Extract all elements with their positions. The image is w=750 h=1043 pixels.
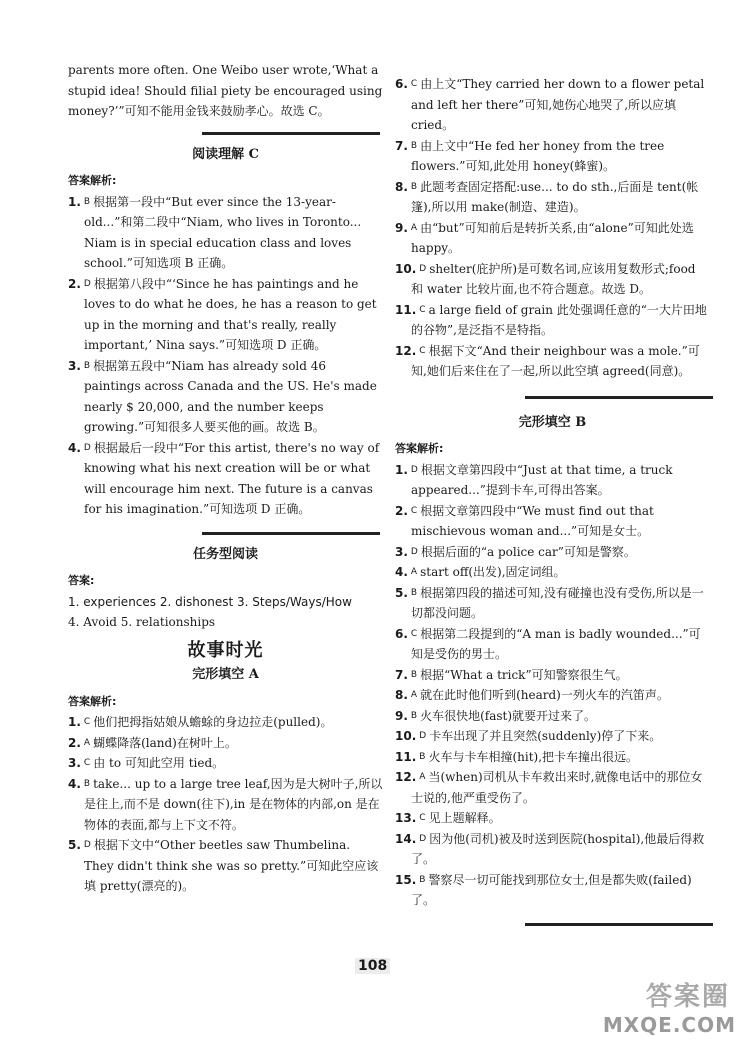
answer-item xyxy=(395,624,710,665)
question-number: 11. xyxy=(395,302,417,317)
answer-item xyxy=(395,583,710,624)
answer-letter: C xyxy=(419,304,426,315)
watermark-url: MXQE.COM xyxy=(602,1013,736,1037)
question-number: 8. xyxy=(395,179,408,194)
answer-item xyxy=(68,835,383,897)
question-number: 6. xyxy=(395,77,408,91)
answer-letter: C xyxy=(410,628,418,639)
answer-item xyxy=(395,665,710,686)
question-number: 9. xyxy=(395,220,408,235)
page-number: 108 xyxy=(355,958,390,974)
question-number: 6. xyxy=(395,626,408,641)
cloze-a-answers xyxy=(68,712,383,897)
answer-letter: B xyxy=(83,360,91,371)
cloze-a-answers-continued xyxy=(395,74,710,382)
answer-item xyxy=(68,733,383,754)
answer-item xyxy=(395,829,710,870)
answer-explanation: 见上题解释。 xyxy=(428,811,501,825)
answer-item xyxy=(395,300,710,341)
answer-item xyxy=(395,341,710,382)
answer-letter: D xyxy=(83,442,91,453)
question-number: 4. xyxy=(68,440,81,455)
question-number: 4. xyxy=(395,565,408,579)
answer-explanation: 根据后面的“a police car”可知是警察。 xyxy=(420,544,636,559)
question-number: 5. xyxy=(68,838,81,852)
answer-explanation: 卡车出现了并且突然(suddenly)停了下来。 xyxy=(429,729,662,743)
answer-explanation: 根据第二段提到的“A man is badly wounded...”可知是受伤的男士。 xyxy=(411,626,701,661)
right-column xyxy=(395,74,710,926)
answer-letter: B xyxy=(83,778,91,789)
answer-label: 答案: xyxy=(68,574,95,587)
answer-item xyxy=(68,274,383,356)
answer-letter: D xyxy=(419,731,427,741)
answer-explanation: 警察尽一切可能找到那位女士,但是都失败(failed)了。 xyxy=(411,872,692,907)
answer-letter: B xyxy=(410,181,418,192)
question-number: 10. xyxy=(395,729,417,743)
answer-explanation: take... up to a large tree leaf,因为是大树叶子,所以是往上,而不是 down(往下),in 是在物体的内部,on 是在物体的表面,都与上下文不符。 xyxy=(84,776,383,832)
section-divider xyxy=(525,396,713,399)
question-number: 4. xyxy=(68,776,81,791)
question-number: 5. xyxy=(395,585,408,600)
section-title-reading-c: 阅读理解 C xyxy=(192,146,259,162)
question-number: 2. xyxy=(395,503,408,518)
answer-letter: D xyxy=(419,833,427,844)
question-number: 8. xyxy=(395,688,408,702)
answer-item xyxy=(395,259,710,300)
question-number: 7. xyxy=(395,138,408,153)
answer-letter: A xyxy=(410,567,418,577)
answer-item xyxy=(395,562,710,583)
answer-letter: B xyxy=(419,874,426,885)
answer-item xyxy=(395,542,710,563)
section-title-story-time: 故事时光 xyxy=(187,639,264,661)
question-number: 9. xyxy=(395,708,408,723)
answer-letter: B xyxy=(419,751,426,762)
answer-explanation: 根据文章第四段中“Just at that time, a truck appeared...”提到卡车,可得出答案。 xyxy=(411,462,673,497)
answer-letter: C xyxy=(410,79,418,89)
section-title-task-reading: 任务型阅读 xyxy=(192,546,258,562)
task-answers-line-2: 4. Avoid 5. relationships xyxy=(68,615,216,629)
answer-explanation: 因为他(司机)被及时送到医院(hospital),他最后得救了。 xyxy=(411,831,705,866)
answer-explanation: 由上文中“He fed her honey from the tree flowers.”可知,此处用 honey(蜂蜜)。 xyxy=(411,138,665,173)
answer-explanation: 他们把拇指姑娘从蟾蜍的身边拉走(pulled)。 xyxy=(93,715,333,729)
answer-item xyxy=(68,356,383,438)
watermark-logo: 答案圈 xyxy=(645,982,730,1012)
answer-item xyxy=(68,438,383,520)
question-number: 3. xyxy=(68,756,81,770)
question-number: 10. xyxy=(395,261,417,276)
intro-paragraph: parents more often. One Weibo user wrote,‘What a stupid idea! Should filial piety be encouraged using money?’”可知不能用金钱来鼓励孝心。故选 C。 xyxy=(68,63,383,118)
answer-letter: A xyxy=(419,772,426,782)
answer-explanation: 此题考查固定搭配:use... to do sth.,后面是 tent(帐篷),所以用 make(制造、建造)。 xyxy=(411,179,699,214)
answer-analysis-label: 答案解析: xyxy=(68,694,117,708)
answer-explanation: 当(when)司机从卡车救出来时,就像电话中的那位女士说的,他严重受伤了。 xyxy=(411,770,703,805)
question-number: 7. xyxy=(395,667,408,682)
answer-item xyxy=(395,726,710,747)
answer-explanation: a large field of grain 此处强调任意的“一大片田地的谷物”,是泛指不是特指。 xyxy=(411,302,707,337)
answer-letter: D xyxy=(83,840,91,850)
answer-item xyxy=(68,192,383,274)
answer-item xyxy=(395,136,710,177)
answer-letter: C xyxy=(83,717,91,727)
answer-letter: D xyxy=(83,278,91,289)
answer-explanation: 火车很快地(fast)就要开过来了。 xyxy=(420,708,597,723)
answer-letter: C xyxy=(410,505,418,516)
answer-letter: D xyxy=(410,546,418,557)
answer-item xyxy=(68,753,383,774)
answer-explanation: 根据最后一段中“For this artist, there's no way of knowing what his next creation will be or what will encourage him next. The future is a canvas for his imagination.”可知选项 D 正确。 xyxy=(84,440,380,516)
answer-explanation: shelter(庇护所)是可数名词,应该用复数形式;food 和 water 比较片面,也不符合题意。故选 D。 xyxy=(411,261,696,296)
section-divider xyxy=(202,532,380,535)
answer-explanation: 根据文章第四段中“We must find out that mischievous woman and...”可知是女士。 xyxy=(411,503,654,538)
question-number: 13. xyxy=(395,811,417,825)
answer-explanation: start off(出发),固定词组。 xyxy=(420,565,566,579)
question-number: 3. xyxy=(395,544,408,559)
answer-explanation: 根据第八段中“‘Since he has paintings and he loves to do what he does, he has a reason to get up in the morning and that's really, really important,’ Nina says.”可知选项 D 正确。 xyxy=(84,276,377,352)
answer-explanation: 由 to 可知此空用 tied。 xyxy=(93,756,225,770)
answer-letter: B xyxy=(83,196,91,207)
cloze-b-answers xyxy=(395,460,710,911)
answer-item xyxy=(395,218,710,259)
question-number: 12. xyxy=(395,770,417,784)
answer-item xyxy=(68,774,383,836)
answer-item xyxy=(395,74,710,136)
section-title-cloze-b: 完形填空 B xyxy=(518,414,587,430)
question-number: 1. xyxy=(395,462,408,477)
answer-letter: A xyxy=(410,222,418,233)
answer-letter: C xyxy=(419,345,426,356)
question-number: 2. xyxy=(68,735,81,750)
question-number: 3. xyxy=(68,358,81,373)
answer-explanation: 蝴蝶降落(land)在树叶上。 xyxy=(93,735,237,750)
answer-letter: B xyxy=(410,587,418,598)
answer-letter: D xyxy=(419,263,427,274)
answer-letter: A xyxy=(410,690,418,700)
section-title-cloze-a: 完形填空 A xyxy=(192,667,259,682)
answer-analysis-label: 答案解析: xyxy=(68,174,117,187)
answer-item xyxy=(395,767,710,808)
answer-letter: B xyxy=(410,140,418,151)
answer-item xyxy=(395,747,710,768)
answer-explanation: 火车与卡车相撞(hit),把卡车撞出很远。 xyxy=(428,749,639,764)
answer-explanation: 就在此时他们听到(heard)一列火车的汽笛声。 xyxy=(420,688,669,702)
answer-letter: B xyxy=(410,669,418,680)
answer-item xyxy=(68,712,383,733)
answer-item xyxy=(395,460,710,501)
question-number: 1. xyxy=(68,715,81,729)
answer-letter: B xyxy=(410,710,418,721)
answer-item xyxy=(395,870,710,911)
task-answers-line-1: 1. experiences 2. dishonest 3. Steps/Ways/How xyxy=(68,594,352,609)
question-number: 12. xyxy=(395,343,417,358)
question-number: 1. xyxy=(68,194,81,209)
answer-explanation: 根据第五段中“Niam has already sold 46 paintings across Canada and the US. He's made nearly $ 20,000, and the number keeps growing.”可知很多人要买他的画。故选 B。 xyxy=(84,358,377,434)
reading-c-answers xyxy=(68,192,383,520)
question-number: 15. xyxy=(395,872,417,887)
answer-explanation: 由上文“They carried her down to a flower petal and left her there”可知,她伤心地哭了,所以应填 cried。 xyxy=(411,77,705,132)
answer-explanation: 根据下文中“Other beetles saw Thumbelina. They didn't think she was so pretty.”可知此空应该填 pretty(漂亮的)。 xyxy=(84,838,379,893)
section-divider xyxy=(202,132,380,135)
left-column xyxy=(68,60,383,897)
answer-item xyxy=(395,706,710,727)
question-number: 11. xyxy=(395,749,417,764)
answer-item xyxy=(395,177,710,218)
answer-explanation: 根据第一段中“But ever since the 13-year-old...”和第二段中“Niam, who lives in Toronto... Niam is in special education class and loves school.”可知选项 B 正确。 xyxy=(84,194,362,270)
answer-explanation: 根据第四段的描述可知,没有碰撞也没有受伤,所以是一切都没问题。 xyxy=(411,585,704,620)
answer-item xyxy=(395,808,710,829)
question-number: 2. xyxy=(68,276,81,291)
answer-explanation: 根据下文“And their neighbour was a mole.”可知,她们后来住在了一起,所以此空填 agreed(同意)。 xyxy=(411,343,700,378)
answer-item xyxy=(395,685,710,706)
answer-explanation: 根据“What a trick”可知警察很生气。 xyxy=(420,667,628,682)
answer-analysis-label: 答案解析: xyxy=(395,442,444,455)
section-divider xyxy=(525,923,713,926)
answer-item xyxy=(395,501,710,542)
answer-letter: C xyxy=(83,758,91,768)
answer-letter: C xyxy=(419,813,426,823)
answer-explanation: 由“but”可知前后是转折关系,由“alone”可知此处选 happy。 xyxy=(411,220,694,255)
answer-letter: A xyxy=(83,737,91,748)
question-number: 14. xyxy=(395,831,417,846)
answer-letter: D xyxy=(410,464,418,475)
